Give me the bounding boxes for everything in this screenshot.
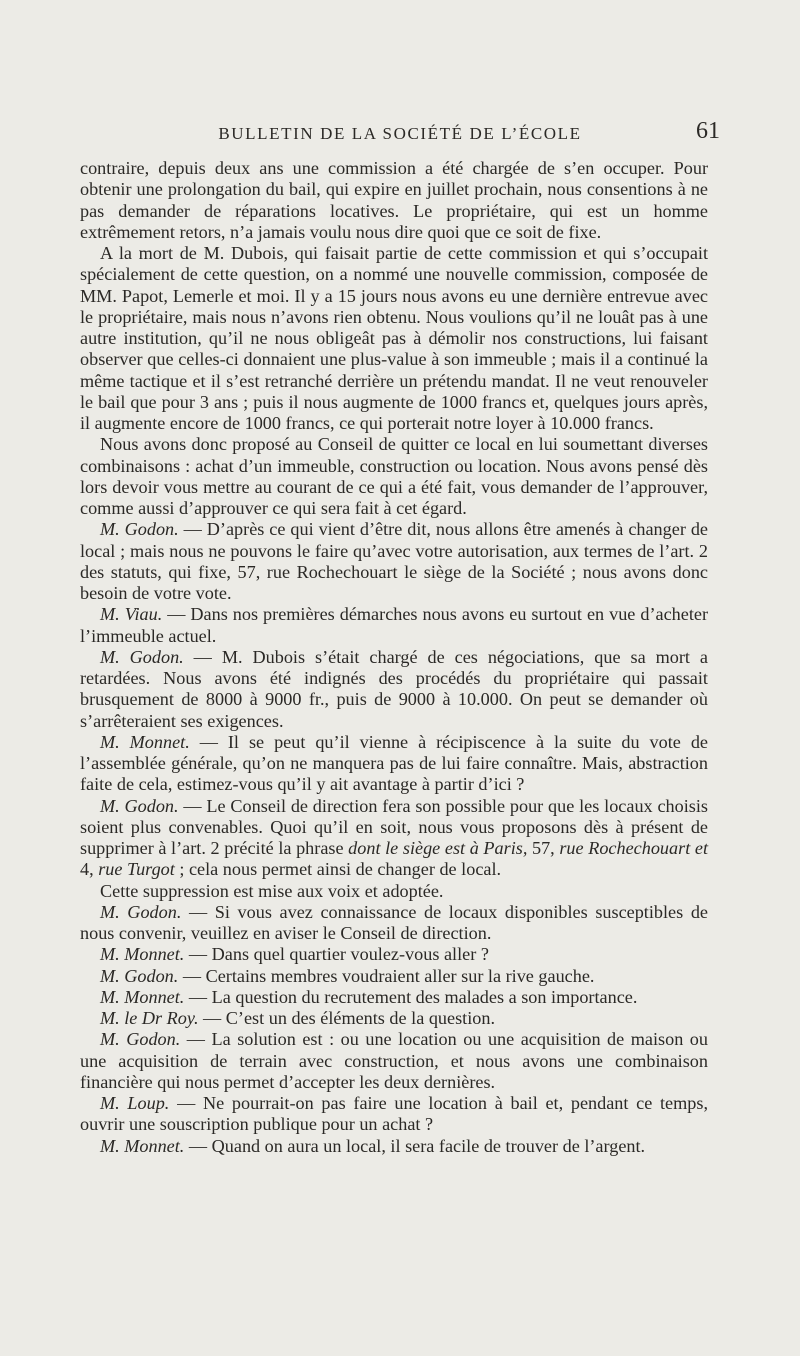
text-run: — C’est un des éléments de la question. xyxy=(198,1008,495,1028)
text-run: — Ne pourrait-on pas faire une location à bail et, pendant ce temps, ouvrir une souscription publique pour un achat ? xyxy=(80,1093,708,1135)
text-run: — Quand on aura un local, il sera facile de trouver de l’argent. xyxy=(184,1135,646,1156)
paragraph xyxy=(80,1029,708,1093)
text-run: — Si vous avez connaissance de locaux disponibles susceptibles de nous convenir, veuillez en aviser le Conseil de direction. xyxy=(80,901,708,943)
paragraph xyxy=(80,881,708,902)
text-run: — D’après ce qui vient d’être dit, nous allons être amenés à changer de local ; mais nous ne pouvons le faire qu’avec votre autorisation, aux termes de l’art. 2 des statuts, qui fixe, 57, rue Rochechouart le siège de la Société ; nous avons donc besoin de votre vote. xyxy=(80,519,708,603)
text-run: ; cela nous permet ainsi de changer de local. xyxy=(174,859,502,880)
italic-text: M. Godon. xyxy=(100,901,182,922)
italic-text: rue Turgot xyxy=(98,859,175,880)
paragraph xyxy=(80,1008,708,1029)
running-title: BULLETIN DE LA SOCIÉTÉ DE L’ÉCOLE xyxy=(218,124,582,143)
italic-text: M. Viau. xyxy=(100,604,163,625)
italic-text: M. Godon. xyxy=(100,965,179,986)
italic-text: M. Monnet. xyxy=(100,944,185,965)
italic-text: M. Godon. xyxy=(100,1029,181,1050)
italic-text: M. Godon. xyxy=(100,646,184,667)
text-run: A la mort de M. Dubois, qui faisait partie de cette commission et qui s’occupait spécialement de cette question, on a nommé une nouvelle commission, composée de MM. Papot, Lemerle et moi. Il y a 15 jours nous avons eu une dernière entrevue avec le propriétaire, mais nous n’avons rien obtenu. Nous voulions qu’il ne louât pas à une autre institution, qu’il ne nous obligeât pas à démolir nos constructions, lui faisant observer que celles-ci donnaient une plus-value à son immeuble ; mais il a continué la même tactique et il s’est retranché derrière un prétendu mandat. Il ne veut renouveler le bail que pour 3 ans ; puis il nous augmente de 1000 francs et, quelques jours après, il augmente encore de 1000 francs, ce qui porterait notre loyer à 10.000 francs. xyxy=(80,243,708,433)
text-run: — Dans nos premières démarches nous avons eu surtout en vue d’acheter l’immeuble actuel. xyxy=(80,604,709,646)
paragraph xyxy=(80,604,708,647)
paragraph xyxy=(80,158,708,243)
text-run: — La question du recrutement des malades a son importance. xyxy=(184,986,638,1007)
body-text xyxy=(80,158,708,1157)
paragraph xyxy=(80,987,708,1008)
paragraph xyxy=(80,966,708,987)
text-run: 4, xyxy=(80,859,99,880)
paragraph xyxy=(80,1136,708,1157)
paragraph xyxy=(80,732,708,796)
paragraph xyxy=(80,243,708,434)
text-run: — Le Conseil de direction fera son possible pour que les locaux choisis soient plus convenables. Quoi qu’il en soit, nous vous proposons dès à présent de supprimer à l’art. 2 précité la phrase xyxy=(80,795,708,858)
text-run: Cette suppression est mise aux voix et adoptée. xyxy=(100,880,444,901)
text-run: — Il se peut qu’il vienne à récipiscence à la suite du vote de l’assemblée générale, qu’on ne manquera pas de lui faire connaître. Mais, abstraction faite de cela, estimez-vous qu’il y ait avantage à partir d’ici ? xyxy=(80,731,708,795)
paragraph xyxy=(80,796,708,881)
italic-text: M. Godon. xyxy=(100,795,179,816)
paragraph xyxy=(80,434,708,519)
text-run: — Dans quel quartier voulez-vous aller ? xyxy=(184,944,489,965)
text-run: — Certains membres voudraient aller sur la rive gauche. xyxy=(178,965,595,986)
text-run: 57, xyxy=(527,838,560,858)
page-header xyxy=(80,118,720,152)
paragraph xyxy=(80,647,708,732)
italic-text: rue Rochechouart et xyxy=(559,838,708,858)
text-run: — La solution est : ou une location ou une acquisition de maison ou une acquisition de terrain avec construction, et nous avons une combinaison financière qui nous permet d’accepter les deux dernières. xyxy=(80,1029,708,1092)
text-run: — M. Dubois s’était chargé de ces négociations, que sa mort a retardées. Nous avons été indignés des procédés du propriétaire qui passait brusquement de 8000 à 9000 fr., puis de 9000 à 10.000. On peut se demander où s’arrêteraient ses exigences. xyxy=(80,646,708,731)
paragraph xyxy=(80,902,708,945)
italic-text: M. Godon. xyxy=(100,519,179,540)
paragraph xyxy=(80,1093,708,1136)
italic-text: M. le Dr Roy. xyxy=(100,1008,199,1028)
page-number: 61 xyxy=(696,118,720,144)
paragraph xyxy=(80,944,708,965)
paragraph xyxy=(80,519,708,604)
italic-text: dont le siège est à Paris, xyxy=(348,838,528,858)
italic-text: M. Monnet. xyxy=(100,986,185,1007)
italic-text: M. Monnet. xyxy=(100,731,190,752)
text-run: contraire, depuis deux ans une commission a été chargée de s’en occuper. Pour obtenir une prolongation du bail, qui expire en juillet prochain, nous consentions à ne pas demander de réparations locatives. Le propriétaire, qui est un homme extrêmement retors, n’a jamais voulu nous dire quoi que ce soit de fixe. xyxy=(80,158,708,242)
italic-text: M. Loup. xyxy=(100,1093,170,1113)
text-run: Nous avons donc proposé au Conseil de quitter ce local en lui soumettant diverses combinaisons : achat d’un immeuble, construction ou location. Nous avons pensé dès lors devoir vous mettre au courant de ce qui a été fait, vous demander de l’approuver, comme aussi d’approuver ce qui sera fait à cet égard. xyxy=(80,434,708,518)
italic-text: M. Monnet. xyxy=(100,1135,185,1156)
